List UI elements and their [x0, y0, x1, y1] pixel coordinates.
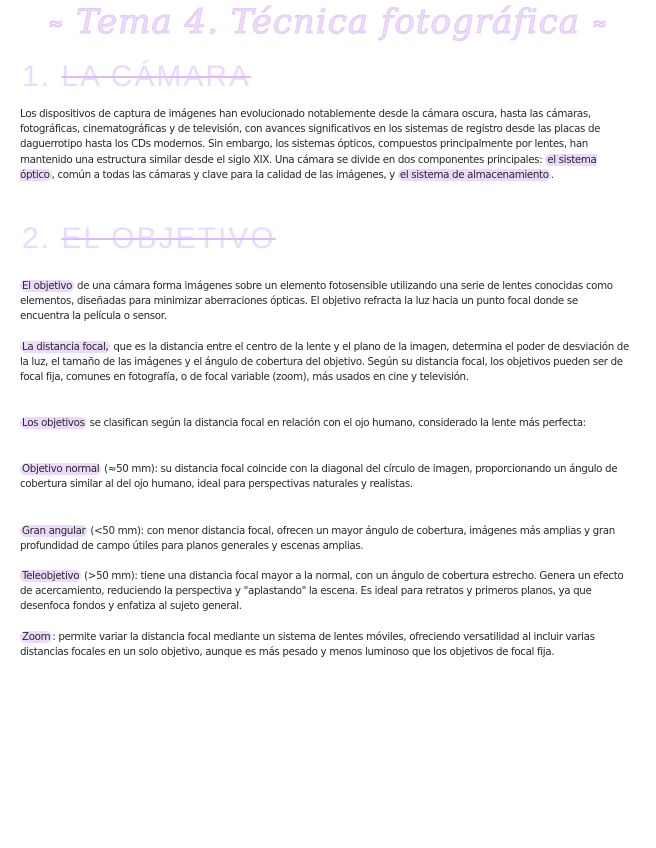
paragraph-teleobjetivo — [20, 569, 630, 615]
paragraph-text: de una cámara forma imágenes sobre un elemento fotosensible utilizando una serie de lentes conocidas como elementos, diseñadas para minimizar aberraciones ópticas. El objetivo refracta la luz hacia un punto focal donde se encuentra la película o sensor. — [20, 280, 613, 323]
paragraph-text: se clasifican según la distancia focal en relación con el ojo humano, considerado la lente más perfecta: — [86, 417, 586, 429]
paragraph-text: : permite variar la distancia focal mediante un sistema de lentes móviles, ofreciendo versatilidad al incluir varias distancias focales en un solo objetivo, aunque es más pesado y menos luminoso que los objetivos de focal fija. — [20, 631, 595, 659]
section-1-heading — [22, 60, 251, 94]
title-decoration-left: ≈ — [48, 13, 65, 35]
highlight-term: Objetivo normal — [22, 463, 100, 475]
paragraph-text: Los dispositivos de captura de imágenes han evolucionado notablemente desde la cámara oscura, hasta las cámaras, fotográficas, cinematográficas y de televisión, con avances significativos en los sistemas de registro desde las placas de daguerrotipo hasta los CDs modernos. Sin embargo, los sistemas ópticos, compuestos principalmente por lentes, han mantenido una estructura similar desde el siglo XIX. Una cámara se divide en dos componentes principales: — [20, 108, 601, 166]
paragraph-camara — [20, 107, 630, 183]
highlight-term: La distancia focal, — [22, 341, 109, 353]
paragraph-text: (>50 mm): tiene una distancia focal mayor a la normal, con un ángulo de cobertura estrecho. Genera un efecto de acercamiento, reduciendo la perspectiva y "aplastando" la escena. Es ideal para retratos y primeros planos, ya que desenfoca fondos y enfatiza al sujeto general. — [20, 570, 624, 613]
paragraph-text: (≈50 mm): su distancia focal coincide con la diagonal del círculo de imagen, proporcionando un ángulo de cobertura similar al del ojo humano, ideal para perspectivas naturales y realistas. — [20, 463, 618, 491]
section-2-heading — [22, 222, 276, 256]
page-title — [0, 2, 656, 42]
highlight-sistema-almacenamiento: el sistema de almacenamiento — [399, 168, 549, 181]
highlight-sistema-optico: el sistema óptico — [20, 153, 597, 181]
paragraph-gran-angular — [20, 524, 630, 554]
paragraph-text: . — [550, 168, 554, 181]
paragraph-text: (<50 mm): con menor distancia focal, ofrecen un mayor ángulo de cobertura, imágenes más amplias y gran profundidad de campo útiles para planos generales y escenas amplias. — [20, 525, 615, 553]
highlight-term: El objetivo — [22, 280, 73, 292]
title-text: Tema 4. Técnica fotográfica — [75, 2, 581, 42]
section-number: 1. — [22, 60, 52, 93]
paragraph-objetivo-normal — [20, 462, 630, 492]
paragraph-zoom — [20, 630, 630, 660]
highlight-term: Los objetivos — [22, 417, 85, 429]
highlight-term: Teleobjetivo — [22, 570, 80, 582]
section-title: EL OBJETIVO — [61, 222, 276, 255]
section-title: LA CÁMARA — [61, 60, 252, 93]
paragraph-text: , común a todas las cámaras y clave para la calidad de las imágenes, y — [51, 168, 398, 181]
paragraph-distancia-focal — [20, 340, 630, 386]
highlight-term: Gran angular — [22, 525, 86, 537]
paragraph-objetivo — [20, 279, 630, 325]
paragraph-text: que es la distancia entre el centro de la lente y el plano de la imagen, determina el poder de desviación de la luz, el tamaño de las imágenes y el ángulo de cobertura del objetivo. Según su distancia focal, los objetivos pueden ser de focal fija, comunes en fotografía, o de focal variable (zoom), más usados en cine y televisión. — [20, 341, 629, 384]
title-decoration-right: ≈ — [591, 13, 608, 35]
section-number: 2. — [22, 222, 52, 255]
highlight-term: Zoom — [22, 631, 51, 643]
paragraph-clasificacion — [20, 416, 630, 431]
